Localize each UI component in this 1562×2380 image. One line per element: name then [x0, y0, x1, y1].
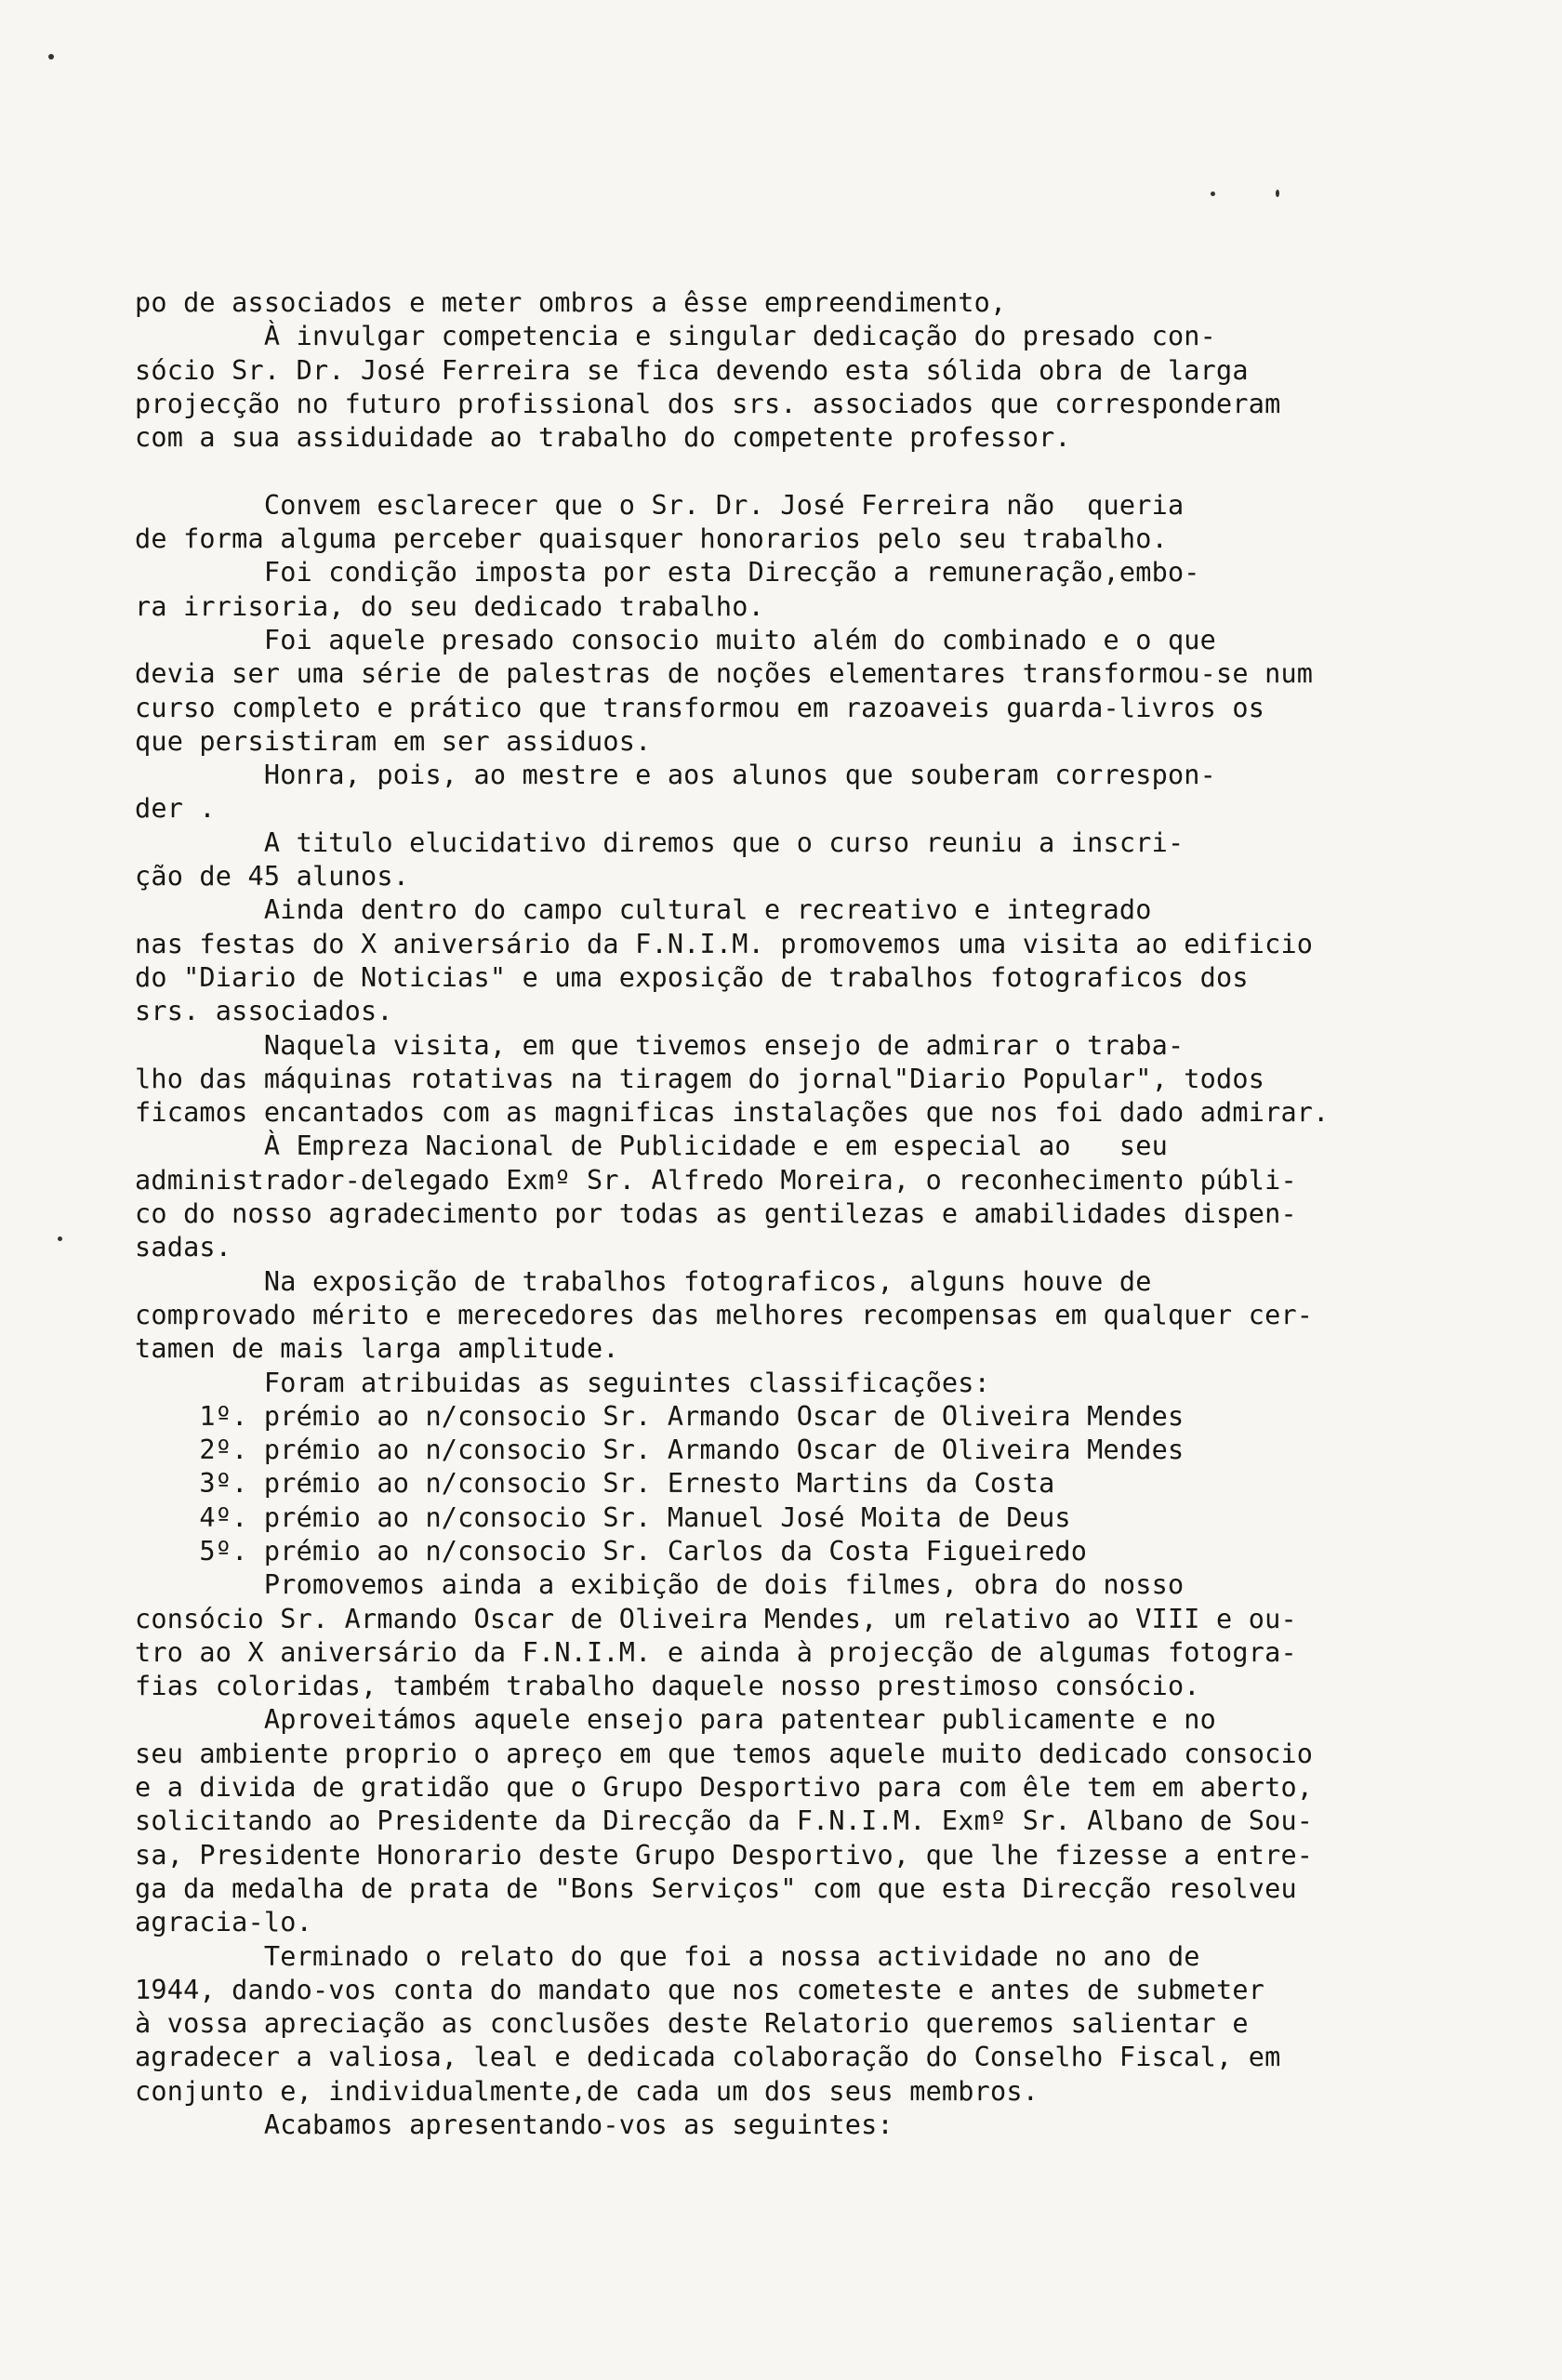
text-line: ga da medalha de prata de "Bons Serviços" com que esta Direcção resolveu — [135, 1872, 1297, 1904]
text-line — [135, 455, 1511, 488]
text-line: e a divida de gratidão que o Grupo Desportivo para com êle tem em aberto, — [135, 1772, 1314, 1804]
text-line: comprovado mérito e merecedores das melhores recompensas em qualquer cer- — [135, 1299, 1314, 1330]
text-line: 5º. prémio ao n/consocio Sr. Carlos da Costa Figueiredo — [135, 1535, 1088, 1567]
text-line: Foi aquele presado consocio muito além do combinado e o que — [135, 624, 1217, 655]
ink-speck — [1211, 192, 1215, 196]
text-line: solicitando ao Presidente da Direcção da F.N.I.M. Exmº Sr. Albano de Sou- — [135, 1805, 1314, 1837]
text-line: Foram atribuidas as seguintes classificações: — [135, 1367, 990, 1398]
text-line: Naquela visita, em que tivemos ensejo de admirar o traba- — [135, 1029, 1185, 1061]
text-line: ra irrisoria, do seu dedicado trabalho. — [135, 590, 764, 622]
text-line: consócio Sr. Armando Oscar de Oliveira Mendes, um relativo ao VIII e ou- — [135, 1603, 1297, 1634]
text-line: der . — [135, 793, 216, 825]
text-line: que persistiram em ser assiduos. — [135, 725, 652, 757]
text-line: Aproveitámos aquele ensejo para patentear publicamente e no — [135, 1704, 1217, 1736]
text-line: sa, Presidente Honorario deste Grupo Desportivo, que lhe fizesse a entre- — [135, 1839, 1314, 1871]
text-line: com a sua assiduidade ao trabalho do competente professor. — [135, 422, 1071, 454]
text-line: projecção no futuro profissional dos srs. associados que corresponderam — [135, 388, 1281, 419]
text-line: 4º. prémio ao n/consocio Sr. Manuel José Moita de Deus — [135, 1501, 1071, 1533]
text-line: administrador-delegado Exmº Sr. Alfredo Moreira, o reconhecimento públi- — [135, 1164, 1297, 1196]
text-line: conjunto e, individualmente,de cada um dos seus membros. — [135, 2075, 1039, 2107]
text-line: srs. associados. — [135, 996, 393, 1027]
text-line: 1º. prémio ao n/consocio Sr. Armando Oscar de Oliveira Mendes — [135, 1400, 1185, 1432]
text-line: agracia-lo. — [135, 1907, 312, 1938]
text-line: agradecer a valiosa, leal e dedicada colaboração do Conselho Fiscal, em — [135, 2042, 1281, 2073]
text-line: seu ambiente proprio o apreço em que temos aquele muito dedicado consocio — [135, 1738, 1314, 1769]
text-line: Foi condição imposta por esta Direcção a remuneração,embo- — [135, 557, 1200, 588]
text-line: 2º. prémio ao n/consocio Sr. Armando Oscar de Oliveira Mendes — [135, 1435, 1185, 1466]
text-line: do "Diario de Noticias" e uma exposição de trabalhos fotograficos dos — [135, 961, 1249, 993]
text-line: ficamos encantados com as magnificas instalações que nos foi dado admirar. — [135, 1097, 1330, 1129]
text-line: devia ser uma série de palestras de noções elementares transformou-se num — [135, 658, 1314, 690]
text-line: 1944, dando-vos conta do mandato que nos cometeste e antes de submeter — [135, 1974, 1265, 2005]
text-line: à vossa apreciação as conclusões deste Relatorio queremos salientar e — [135, 2008, 1249, 2040]
text-line: Terminado o relato do que foi a nossa actividade no ano de — [135, 1940, 1200, 1972]
text-line: tamen de mais larga amplitude. — [135, 1333, 619, 1365]
text-line: Acabamos apresentando-vos as seguintes: — [135, 2109, 894, 2141]
text-line: Ainda dentro do campo cultural e recreativo e integrado — [135, 894, 1152, 926]
text-line: co do nosso agradecimento por todas as gentilezas e amabilidades dispen- — [135, 1198, 1297, 1230]
text-line: sadas. — [135, 1232, 232, 1263]
text-line: tro ao X aniversário da F.N.I.M. e ainda à projecção de algumas fotogra- — [135, 1636, 1297, 1668]
text-line: curso completo e prático que transformou em razoaveis guarda-livros os — [135, 692, 1265, 723]
text-line: À Empreza Nacional de Publicidade e em especial ao seu — [135, 1130, 1168, 1162]
text-line: Convem esclarecer que o Sr. Dr. José Ferreira não queria — [135, 489, 1185, 521]
text-line: À invulgar competencia e singular dedicação do presado con- — [135, 321, 1217, 352]
text-line: ção de 45 alunos. — [135, 861, 410, 892]
text-line: de forma alguma perceber quaisquer honorarios pelo seu trabalho. — [135, 523, 1168, 555]
text-line: nas festas do X aniversário da F.N.I.M. promovemos uma visita ao edificio — [135, 928, 1314, 959]
text-line: fias coloridas, também trabalho daquele nosso prestimoso consócio. — [135, 1671, 1200, 1702]
text-line: Promovemos ainda a exibição de dois filmes, obra do nosso — [135, 1569, 1185, 1601]
text-line: po de associados e meter ombros a êsse empreendimento, — [135, 287, 1007, 318]
text-line: sócio Sr. Dr. José Ferreira se fica devendo esta sólida obra de larga — [135, 354, 1249, 386]
text-line: Na exposição de trabalhos fotograficos, alguns houve de — [135, 1265, 1152, 1297]
text-line: Honra, pois, ao mestre e aos alunos que souberam correspon- — [135, 760, 1217, 791]
ink-speck — [48, 54, 54, 60]
text-line: A titulo elucidativo diremos que o curso reuniu a inscri- — [135, 826, 1185, 858]
ink-speck — [58, 1236, 62, 1241]
text-line: lho das máquinas rotativas na tiragem do jornal"Diario Popular", todos — [135, 1063, 1265, 1094]
ink-speck — [1276, 190, 1279, 197]
document-body — [135, 286, 1511, 2142]
text-line: 3º. prémio ao n/consocio Sr. Ernesto Martins da Costa — [135, 1468, 1055, 1500]
